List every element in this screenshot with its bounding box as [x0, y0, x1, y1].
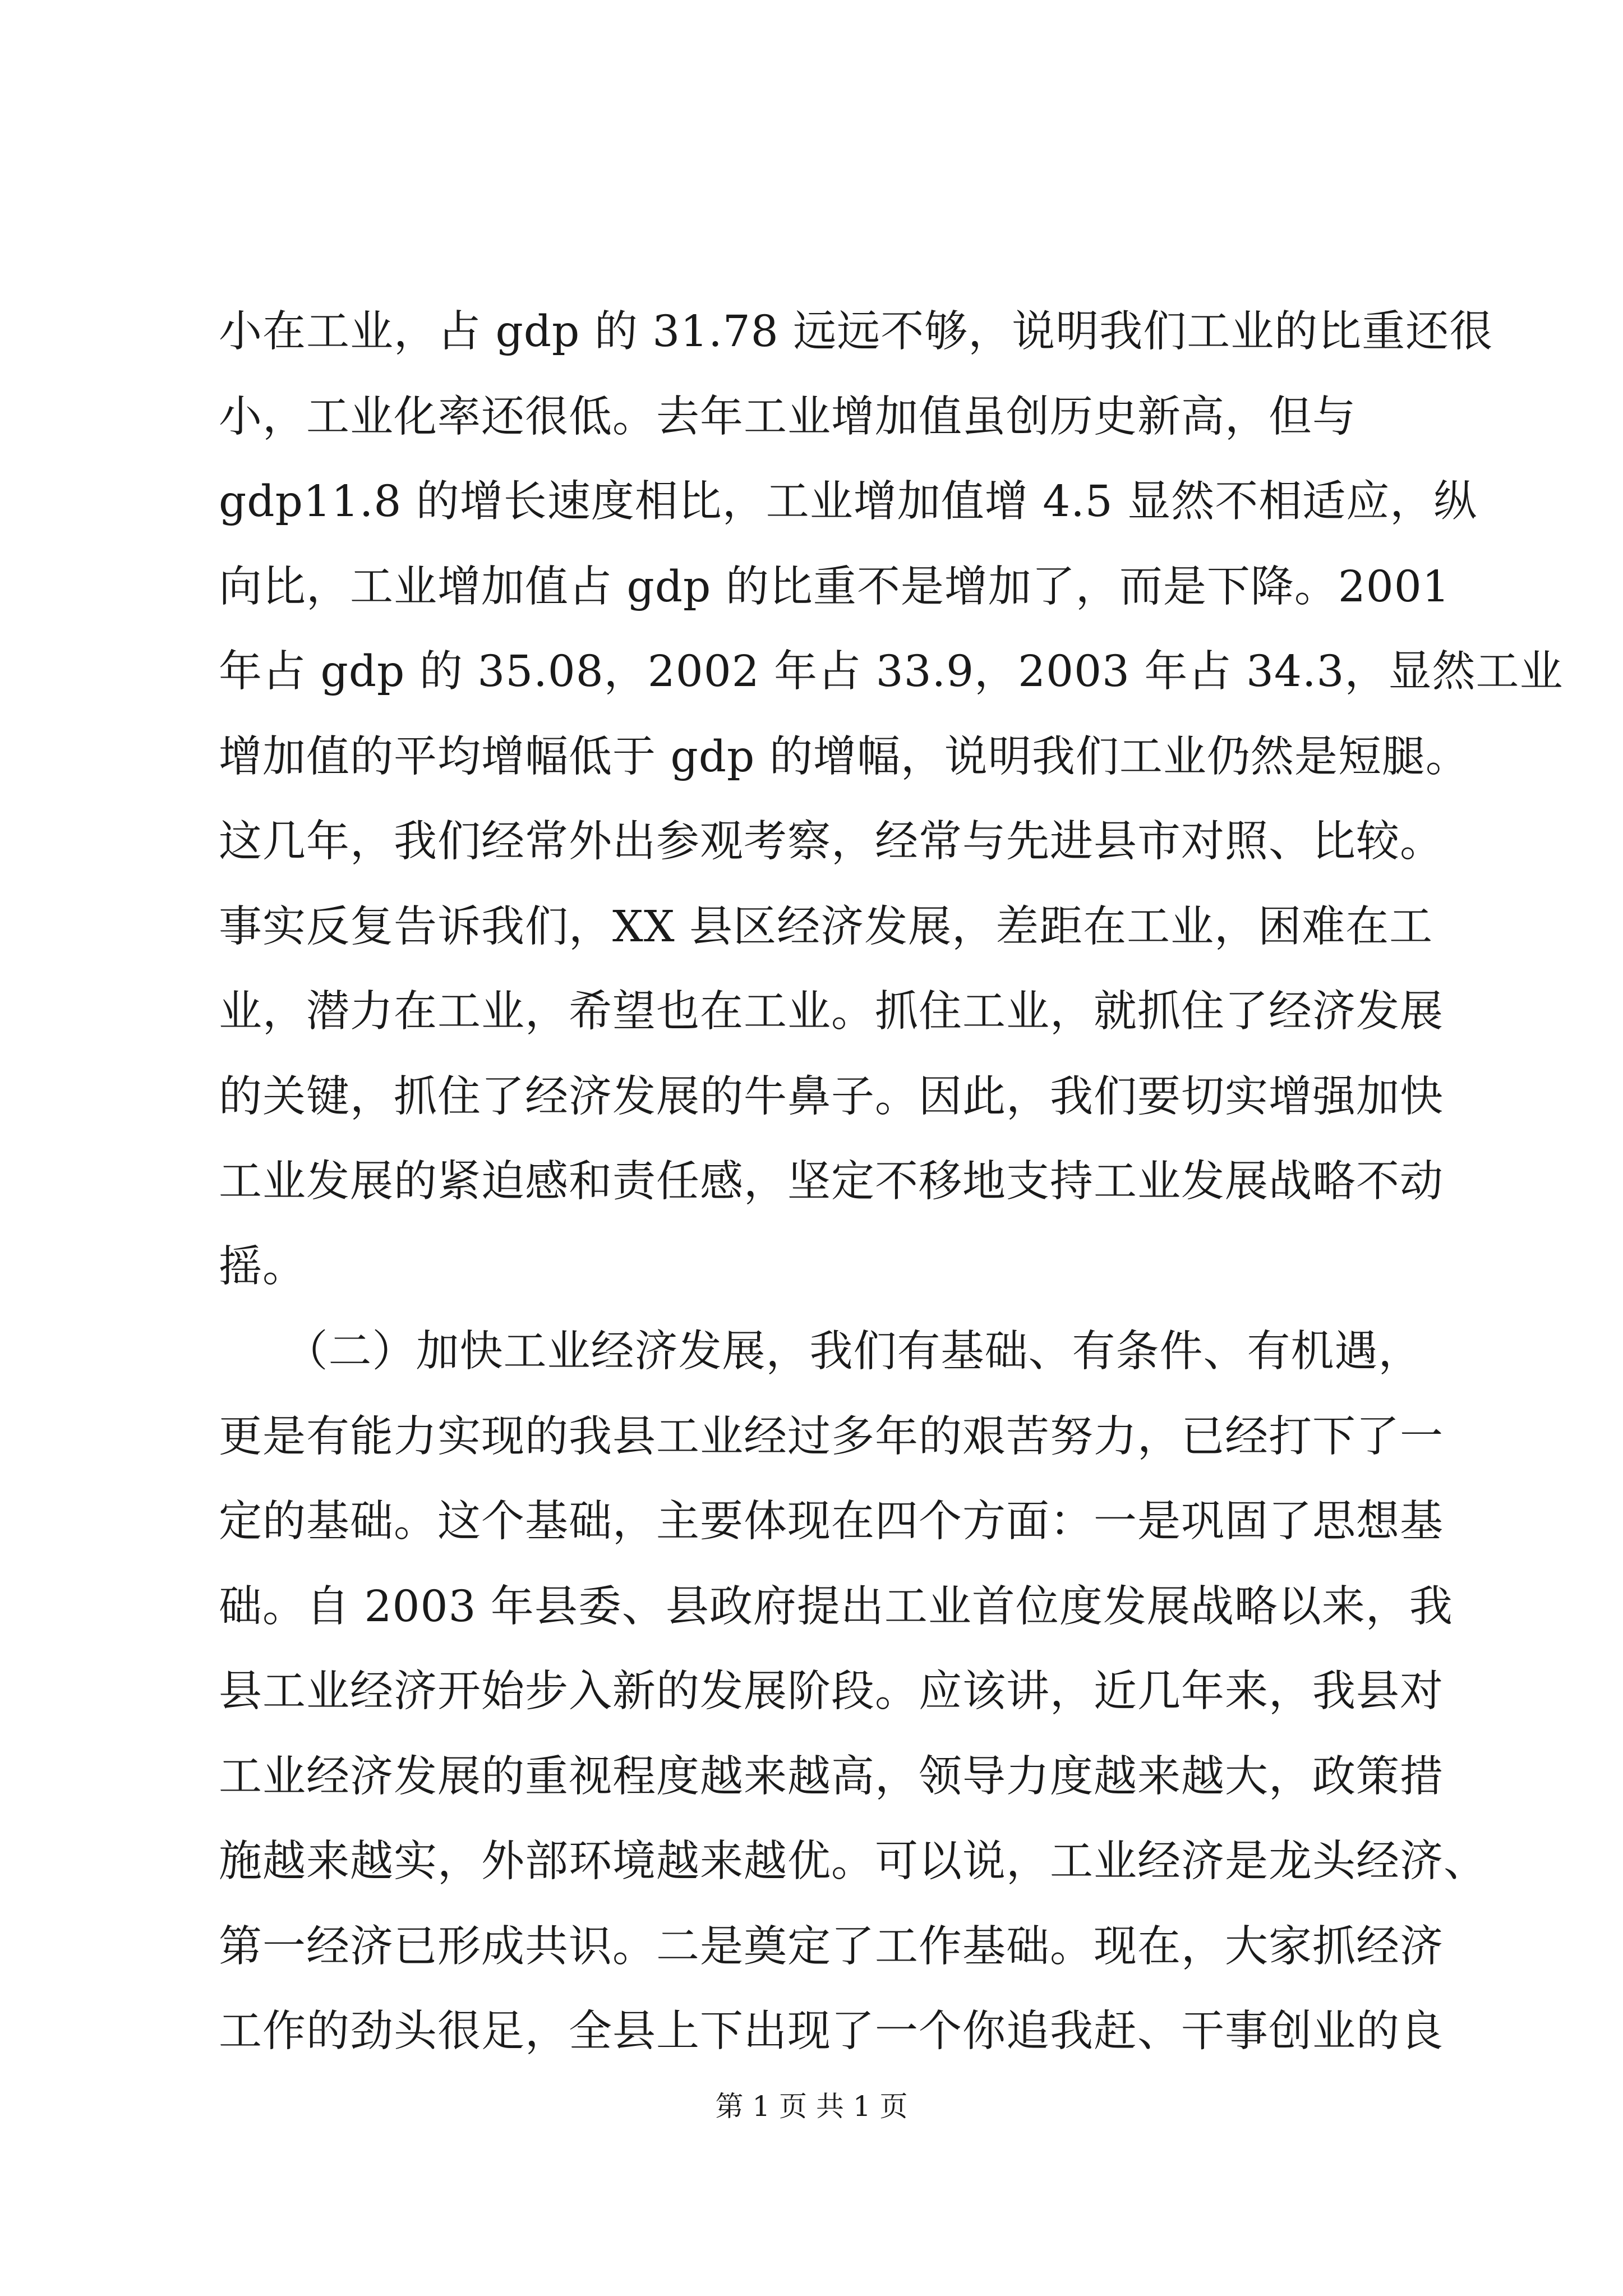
- text-line: 事实反复告诉我们，XX 县区经济发展，差距在工业，困难在工: [219, 901, 1433, 952]
- text-line: （二）加快工业经济发展，我们有基础、有条件、有机遇，: [219, 1327, 1422, 1377]
- text-line: 础。自 2003 年县委、县政府提出工业首位度发展战略以来，我: [219, 1581, 1453, 1632]
- text-line: 定的基础。这个基础，主要体现在四个方面：一是巩固了思想基: [219, 1497, 1444, 1547]
- text-line: 工作的劲头很足，全县上下出现了一个你追我赶、干事创业的良: [219, 2007, 1444, 2056]
- page-footer: [0, 2087, 1623, 2126]
- text-line: 工业经济发展的重视程度越来越高，领导力度越来越大，政策措: [219, 1751, 1444, 1802]
- text-line: gdp11.8 的增长速度相比，工业增加值增 4.5 显然不相适应，纵: [219, 477, 1478, 527]
- text-line: 更是有能力实现的我县工业经过多年的艰苦努力，已经打下了一: [219, 1411, 1444, 1462]
- text-line: 年占 gdp 的 35.08，2002 年占 33.9，2003 年占 34.3，显然工业: [219, 647, 1564, 697]
- text-line: 县工业经济开始步入新的发展阶段。应该讲，近几年来，我县对: [219, 1667, 1444, 1717]
- text-line: 小，工业化率还很低。去年工业增加值虽创历史新高，但与: [219, 392, 1356, 442]
- text-line: 向比，工业增加值占 gdp 的比重不是增加了，而是下降。2001: [219, 562, 1450, 612]
- body-text: [219, 289, 1564, 2074]
- text-line: 摇。: [219, 1241, 306, 1292]
- text-line: 施越来越实，外部环境越来越优。可以说，工业经济是龙头经济、: [219, 1837, 1487, 1887]
- text-line: 工业发展的紧迫感和责任感，坚定不移地支持工业发展战略不动: [219, 1157, 1444, 1207]
- text-line: 小在工业，占 gdp 的 31.78 远远不够，说明我们工业的比重还很: [219, 307, 1493, 357]
- text-line: 的关键，抓住了经济发展的牛鼻子。因此，我们要切实增强加快: [219, 1071, 1444, 1122]
- text-line: 业，潜力在工业，希望也在工业。抓住工业，就抓住了经济发展: [219, 987, 1444, 1037]
- text-line: 增加值的平均增幅低于 gdp 的增幅，说明我们工业仍然是短腿。: [219, 731, 1469, 782]
- page-number-label: 第 1 页 共 1 页: [715, 2090, 908, 2123]
- text-line: 这几年，我们经常外出参观考察，经常与先进县市对照、比较。: [219, 817, 1444, 867]
- text-line: 第一经济已形成共识。二是奠定了工作基础。现在，大家抓经济: [219, 1921, 1444, 1972]
